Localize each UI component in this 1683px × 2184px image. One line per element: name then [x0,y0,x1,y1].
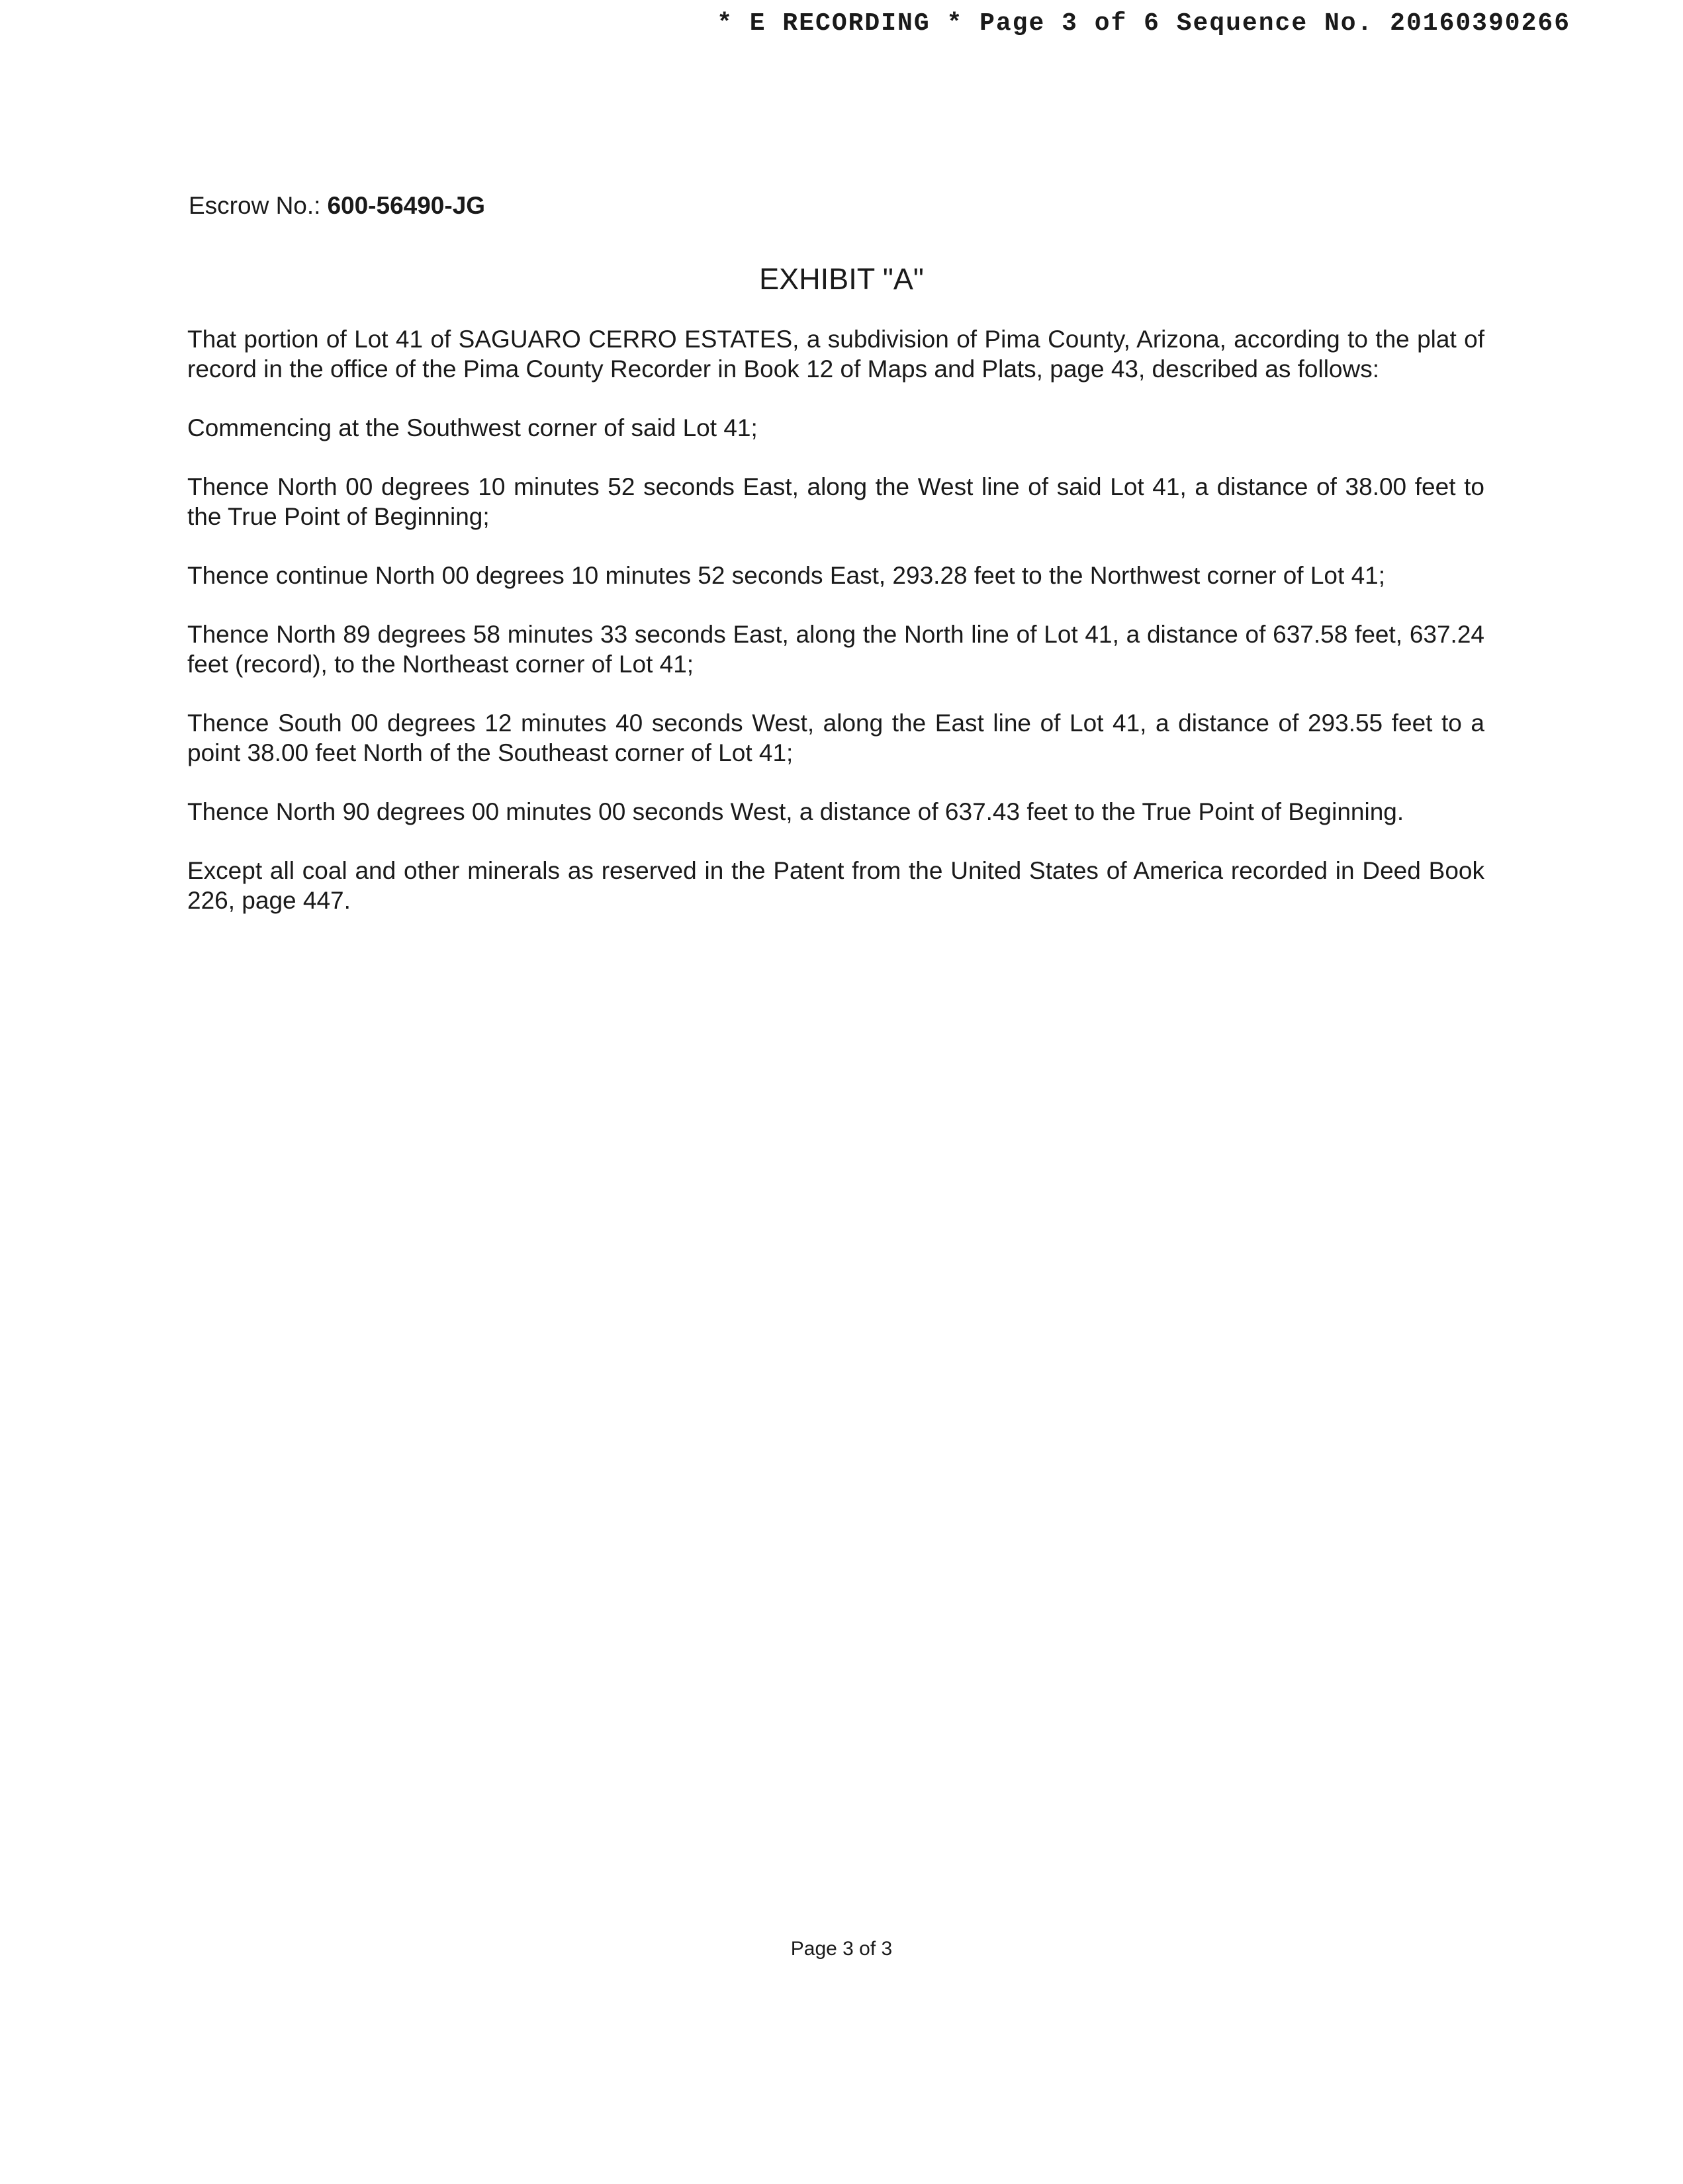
paragraph-course-1: Thence North 00 degrees 10 minutes 52 seconds East, along the West line of said Lot 41, a distance of 38.00 feet to the True Point of Beginning; [187,473,1484,530]
paragraph-intro: That portion of Lot 41 of SAGUARO CERRO ESTATES, a subdivision of Pima County, Arizona, according to the plat of record in the office of the Pima County Recorder in Book 12 of Maps and Plats, page 43, described as follows: [187,326,1484,383]
paragraph-course-2: Thence continue North 00 degrees 10 minutes 52 seconds East, 293.28 feet to the Northwest corner of Lot 41; [187,562,1386,589]
exhibit-title: EXHIBIT "A" [759,262,924,296]
escrow-label: Escrow No.: [189,192,321,219]
paragraph-commencing: Commencing at the Southwest corner of said Lot 41; [187,414,758,441]
page-footer: Page 3 of 3 [790,1938,893,1960]
paragraph-exception: Except all coal and other minerals as reserved in the Patent from the United States of America recorded in Deed Book 226, page 447. [187,857,1484,914]
escrow-number: 600-56490-JG [327,192,486,219]
escrow-number-line [189,192,485,220]
paragraph-course-5: Thence North 90 degrees 00 minutes 00 seconds West, a distance of 637.43 feet to the True Point of Beginning. [187,798,1404,825]
paragraph-course-3: Thence North 89 degrees 58 minutes 33 seconds East, along the North line of Lot 41, a distance of 637.58 feet, 637.24 feet (record), to the Northeast corner of Lot 41; [187,621,1484,678]
paragraph-course-4: Thence South 00 degrees 12 minutes 40 seconds West, along the East line of Lot 41, a distance of 293.55 feet to a point 38.00 feet North of the Southeast corner of Lot 41; [187,709,1484,766]
legal-description [187,324,1484,944]
recording-header: * E RECORDING * Page 3 of 6 Sequence No. 20160390266 [717,9,1570,38]
